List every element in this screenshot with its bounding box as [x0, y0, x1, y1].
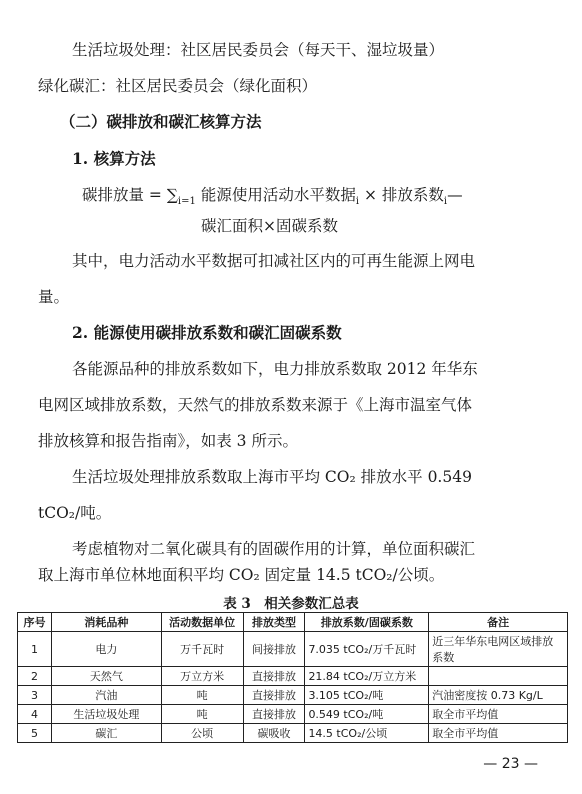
table-cell: 直接排放 — [243, 667, 305, 686]
table-cell: 5 — [18, 724, 52, 743]
table-cell: 万千瓦时 — [161, 632, 243, 667]
table-row — [18, 632, 568, 667]
formula-part: 碳排放量 = ∑ — [82, 186, 178, 204]
formula-part: × 排放系数 — [363, 186, 444, 204]
table-cell: 0.549 tCO₂/吨 — [305, 705, 429, 724]
table-cell: 公顷 — [161, 724, 243, 743]
table-cell: 汽油密度按 0.73 Kg/L — [429, 686, 568, 705]
table-cell: 碳汇 — [51, 724, 161, 743]
table-cell: 生活垃圾处理 — [51, 705, 161, 724]
formula-sub: i — [443, 196, 448, 208]
table-cell: 1 — [18, 632, 52, 667]
formula-sub: i — [355, 196, 360, 208]
header-cell: 消耗品种 — [51, 613, 161, 632]
table-cell: 7.035 tCO₂/万千瓦时 — [305, 632, 429, 667]
formula-sub: i=1 — [177, 196, 196, 208]
table-row — [18, 686, 568, 705]
text-line: tCO₂/吨。 — [38, 504, 112, 522]
text-line: 电网区域排放系数，天然气的排放系数来源于《上海市温室气体 — [38, 396, 473, 414]
table-cell: 2 — [18, 667, 52, 686]
parameter-table — [17, 612, 568, 743]
table-cell — [429, 667, 568, 686]
text-line: 考虑植物对二氧化碳具有的固碳作用的计算，单位面积碳汇 — [72, 540, 476, 558]
table-cell: 3 — [18, 686, 52, 705]
table-cell: 取全市平均值 — [429, 705, 568, 724]
table-header-row — [18, 613, 568, 632]
header-cell: 排放类型 — [243, 613, 305, 632]
subheading-1: 1. 核算方法 — [72, 149, 156, 168]
formula-line-1 — [82, 183, 463, 207]
table-cell: 万立方米 — [161, 667, 243, 686]
table-cell: 3.105 tCO₂/吨 — [305, 686, 429, 705]
table-cell: 4 — [18, 705, 52, 724]
table-row — [18, 667, 568, 686]
table-cell: 21.84 tCO₂/万立方米 — [305, 667, 429, 686]
section-heading: （二）碳排放和碳汇核算方法 — [60, 112, 262, 131]
table-cell: 吨 — [161, 705, 243, 724]
text-line: 生活垃圾处理排放系数取上海市平均 CO₂ 排放水平 0.549 — [72, 468, 472, 486]
formula-part: — — [447, 186, 463, 204]
text-line: 各能源品种的排放系数如下，电力排放系数取 2012 年华东 — [72, 360, 478, 378]
text-line: 绿化碳汇：社区居民委员会（绿化面积） — [38, 77, 318, 95]
table-cell: 14.5 tCO₂/公顷 — [305, 724, 429, 743]
header-cell: 序号 — [18, 613, 52, 632]
text-line: 生活垃圾处理：社区居民委员会（每天干、湿垃圾量） — [72, 41, 445, 59]
table-cell: 取全市平均值 — [429, 724, 568, 743]
formula-line-2: 碳汇面积×固碳系数 — [201, 217, 338, 235]
text-line: 其中，电力活动水平数据可扣减社区内的可再生能源上网电 — [72, 252, 476, 270]
table-cell: 汽油 — [51, 686, 161, 705]
table-title: 表 3 相关参数汇总表 — [223, 596, 359, 612]
header-cell: 活动数据单位 — [161, 613, 243, 632]
page-number: — 23 — — [483, 756, 538, 772]
table-cell: 天然气 — [51, 667, 161, 686]
header-cell: 备注 — [429, 613, 568, 632]
formula-part: 能源使用活动水平数据 — [200, 186, 356, 204]
table-cell: 碳吸收 — [243, 724, 305, 743]
table-cell: 近三年华东电网区域排放系数 — [429, 632, 568, 667]
text-line: 取上海市单位林地面积平均 CO₂ 固定量 14.5 tCO₂/公顷。 — [38, 566, 445, 584]
table-cell: 吨 — [161, 686, 243, 705]
table-row — [18, 724, 568, 743]
table-cell: 电力 — [51, 632, 161, 667]
table-row — [18, 705, 568, 724]
header-cell: 排放系数/固碳系数 — [305, 613, 429, 632]
table-cell: 直接排放 — [243, 686, 305, 705]
subheading-2: 2. 能源使用碳排放系数和碳汇固碳系数 — [72, 323, 342, 342]
text-line: 排放核算和报告指南》，如表 3 所示。 — [38, 432, 298, 450]
text-line: 量。 — [38, 288, 70, 306]
table-cell: 直接排放 — [243, 705, 305, 724]
table-cell: 间接排放 — [243, 632, 305, 667]
